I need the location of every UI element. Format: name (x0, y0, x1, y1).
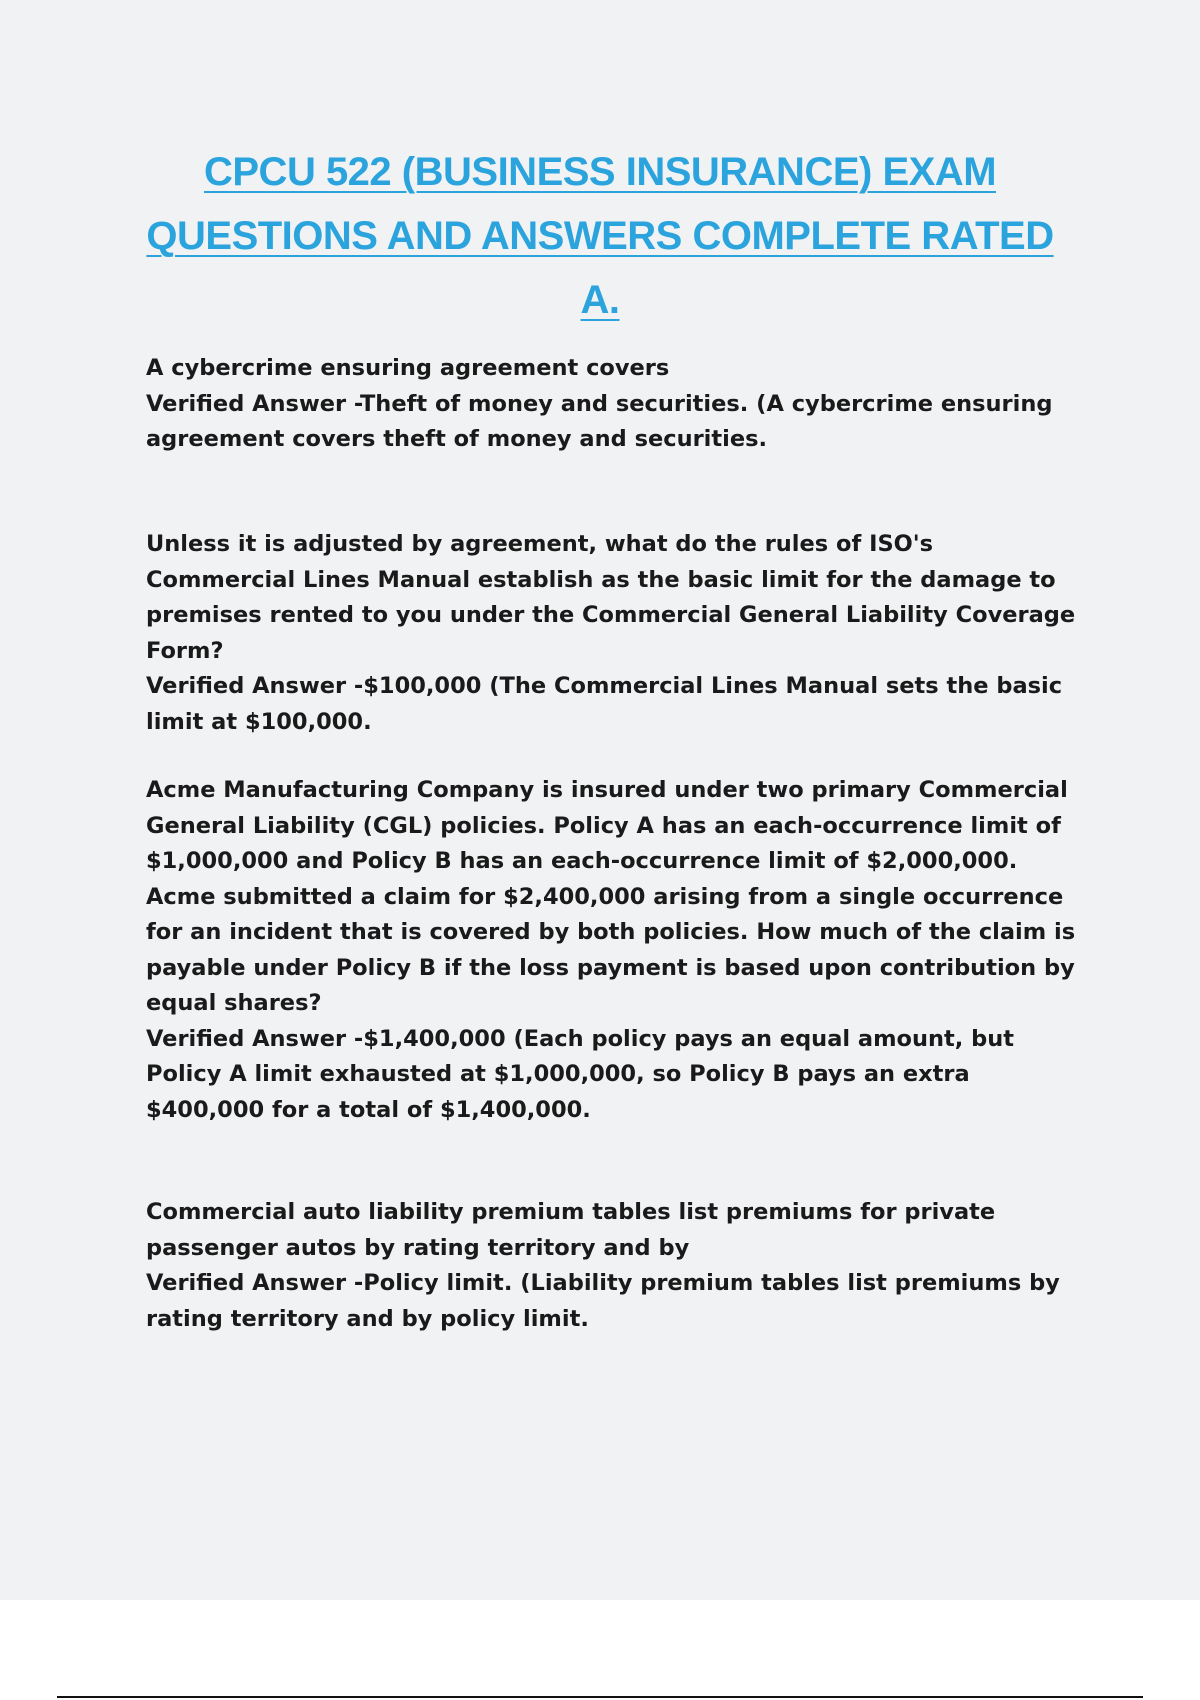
title-line-3: A. (580, 278, 620, 322)
footer-divider (57, 1696, 1143, 1698)
question-text: Unless it is adjusted by agreement, what do the rules of ISO's Commercial Lines Manual establish as the basic limit for the damage to premises rented to you under the Commercial General Liability Coverage Form? (146, 531, 1076, 664)
question-text: Acme Manufacturing Company is insured under two primary Commercial General Liability (CGL) policies. Policy A has an each-occurrence limit of $1,000,000 and Policy B has an each-occurrence limit of $2,000,000. Acme submitted a claim for $2,400,000 arising from a single occurrence for an incident that is covered by both policies. How much of the claim is payable under Policy B if the loss payment is based upon contribution by equal shares? (146, 777, 1076, 1016)
qa-item-3 (146, 773, 1086, 1128)
title-line-2: QUESTIONS AND ANSWERS COMPLETE RATED (146, 214, 1054, 258)
answer-text: Verified Answer -Theft of money and securities. (A cybercrime ensuring agreement covers theft of money and securities. (146, 390, 1053, 452)
document-title (0, 140, 1200, 332)
qa-item-1 (146, 351, 1086, 458)
question-text: Commercial auto liability premium tables list premiums for private passenger autos by rating territory and by (146, 1199, 996, 1261)
answer-text: Verified Answer -Policy limit. (Liability premium tables list premiums by rating territory and by policy limit. (146, 1270, 1060, 1332)
title-line-1: CPCU 522 (BUSINESS INSURANCE) EXAM (203, 150, 997, 194)
answer-text: Verified Answer -$100,000 (The Commercial Lines Manual sets the basic limit at $100,000. (146, 673, 1063, 735)
question-text: A cybercrime ensuring agreement covers (146, 355, 670, 381)
answer-text: Verified Answer -$1,400,000 (Each policy pays an equal amount, but Policy A limit exhausted at $1,000,000, so Policy B pays an extra $400,000 for a total of $1,400,000. (146, 1025, 1015, 1123)
qa-item-2 (146, 527, 1086, 740)
qa-item-4 (146, 1195, 1086, 1337)
